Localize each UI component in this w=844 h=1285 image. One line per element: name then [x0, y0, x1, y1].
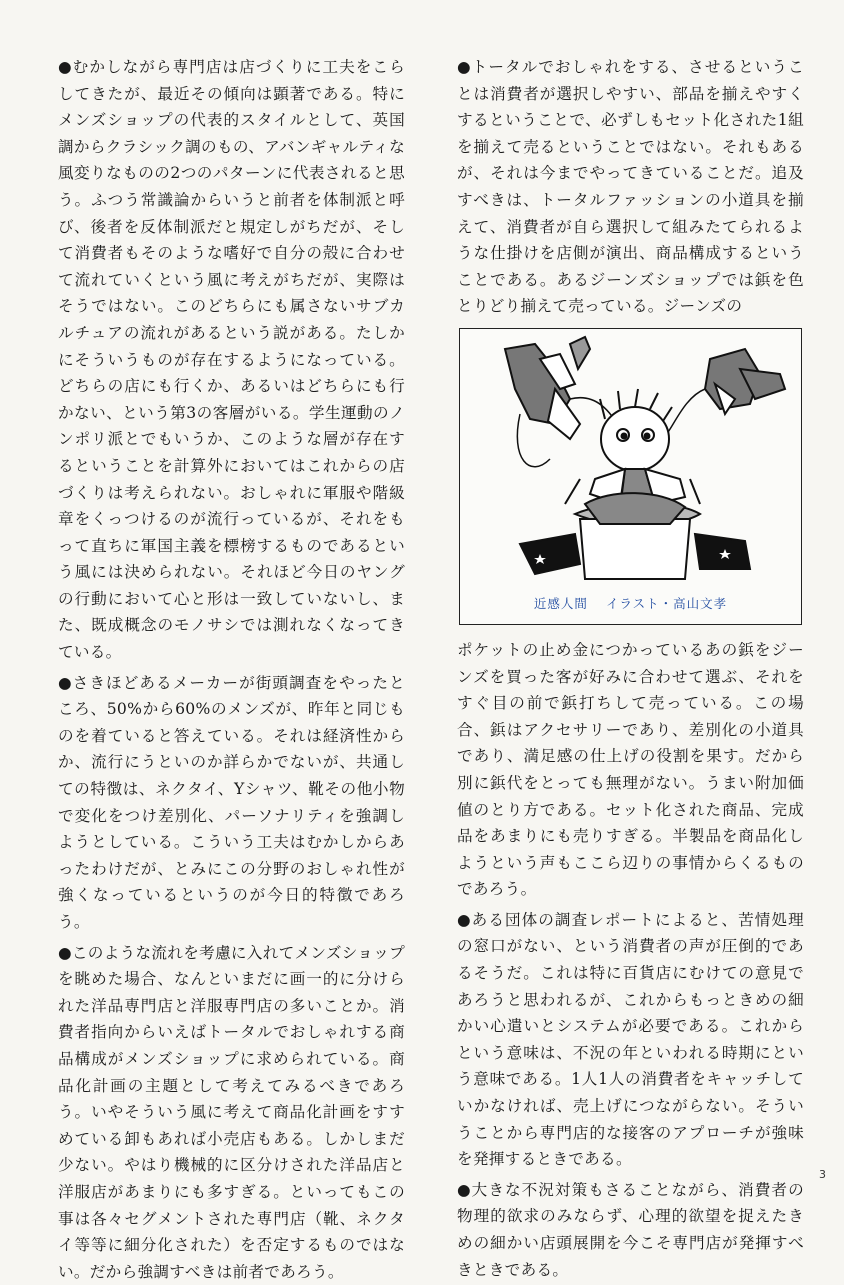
paragraph: ●トータルでおしゃれをする、させるということは消費者が選択しやすい、部品を揃えやすくするということで、必ずしもセット化された1組を揃えて売るということではない。それもあるが、それは今までやってきていることだ。追及すべきは、トータルファッションの小道具を揃えて、消費者が自ら選択して組みたてられるような仕掛けを店側が演出、商品構成するということである。あるジーンズショップでは鋲を色とりどり揃えて売っている。ジーンズの	[457, 58, 804, 316]
paragraph: ●むかしながら専門店は店づくりに工夫をこらしてきたが、最近その傾向は顕著である。特にメンズショップの代表的スタイルとして、英国調からクラシック調のもの、アバンギャルティな風変りなものの2つのパターンに代表されると思う。ふつう常識論からいうと前者を体制派と呼び、後者を反体制派だと規定しがちだが、そして消費者もそのような嗜好で自分の殻に合わせて流れていくという風に考えがちだが、実際はそうではない。このどちらにも属さないサブカルチュアの流れがあるという説がある。たしかにそういうものが存在するようになっている。どちらの店にも行くか、あるいはどちらにも行かない、という第3の客層がいる。学生運動のノンポリ派とでもいうか、このような層が存在するということを計算外においてはこれからの店づくりは考えられない。おしゃれに軍服や階級章をくっつけるのが流行っているが、それをもって直ちに軍国主義を標榜するものであるという風には決められない。それほど今日のヤングの行動において心と形は一致していないし、また、既成概念のモノサシでは測れなくなってきている。	[58, 58, 405, 662]
paragraph: ポケットの止め金につかっているあの鋲をジーンズを買った客が好みに合わせて選ぶ、それをすぐ目の前で鋲打ちして売っている。この場合、鋲はアクセサリーであり、差別化の小道具であり、満足感の仕上げの役割を果す。だから別に鋲代をとっても無理がない。うまい附加価値のとり方である。セット化された商品、完成品をあまりにも売りすぎる。半製品を商品化しようという声もここら辺りの事情からくるものであろう。	[457, 640, 804, 899]
paragraph: ●大きな不況対策もさることながら、消費者の物理的欲求のみならず、心理的欲望を捉えたきめの細かい店頭展開を今こそ専門店が発揮すべきときである。	[457, 1180, 804, 1279]
right-hanging-clothes	[705, 349, 785, 414]
cartoon-drawing	[460, 329, 801, 624]
paragraph: ●このような流れを考慮に入れてメンズショップを眺めた場合、なんといまだに画一的に分けられた洋品専門店と洋服専門店の多いことか。消費者指向からいえばトータルでおしゃれする商品構成がメンズショップに求められている。商品化計画の主題として考えてみるべきであろう。いやそういう風に考えて商品化計画をすすめている卸もあれば小売店もある。しかしまだ少ない。やはり機械的に区分けされた洋品店と洋服店があまりにも多すぎる。といってもこの事は各々セグメントされた専門店（靴、ネクタイ等等に細分化された）を否定するものではない。だから強調すべきは前者であろう。	[58, 943, 405, 1281]
right-column	[457, 54, 804, 1283]
caption-credit: イラスト・高山文孝	[605, 596, 728, 612]
paragraph: ●ある団体の調査レポートによると、苦情処理の窓口がない、という消費者の声が圧倒的であるそうだ。これは特に百貨店にむけての意見であろうと思われるが、これからもっときめの細かい心遣いとシステムが必要である。これからという意味は、不況の年といわれる時期にという意味である。1人1人の消費者をキャッチしていかなければ、売上げにつながらない。そういうことから専門店的な接客のアプローチが強味を発揮するときである。	[457, 910, 804, 1169]
illustration	[459, 328, 802, 625]
left-column	[58, 54, 405, 1285]
caption-title: 近感人間	[533, 596, 588, 612]
pot	[575, 493, 700, 579]
character	[565, 389, 700, 509]
page-number: 3	[819, 1168, 826, 1181]
illustration-caption	[460, 591, 801, 618]
paragraph: ●さきほどあるメーカーが街頭調査をやったところ、50%から60%のメンズが、昨年と同じものを着ていると答えている。それは経済性からか、流行にうといのか詳らかでないが、共通しての特徴は、ネクタイ、Yシャツ、靴その他小物で変化をつけ差別化、パーソナリティを強調しようとしている。こういう工夫はむかしからあったわけだが、とみにこの分野のおしゃれ性が強くなっているというのが今日的特徴であろう。	[58, 673, 405, 931]
